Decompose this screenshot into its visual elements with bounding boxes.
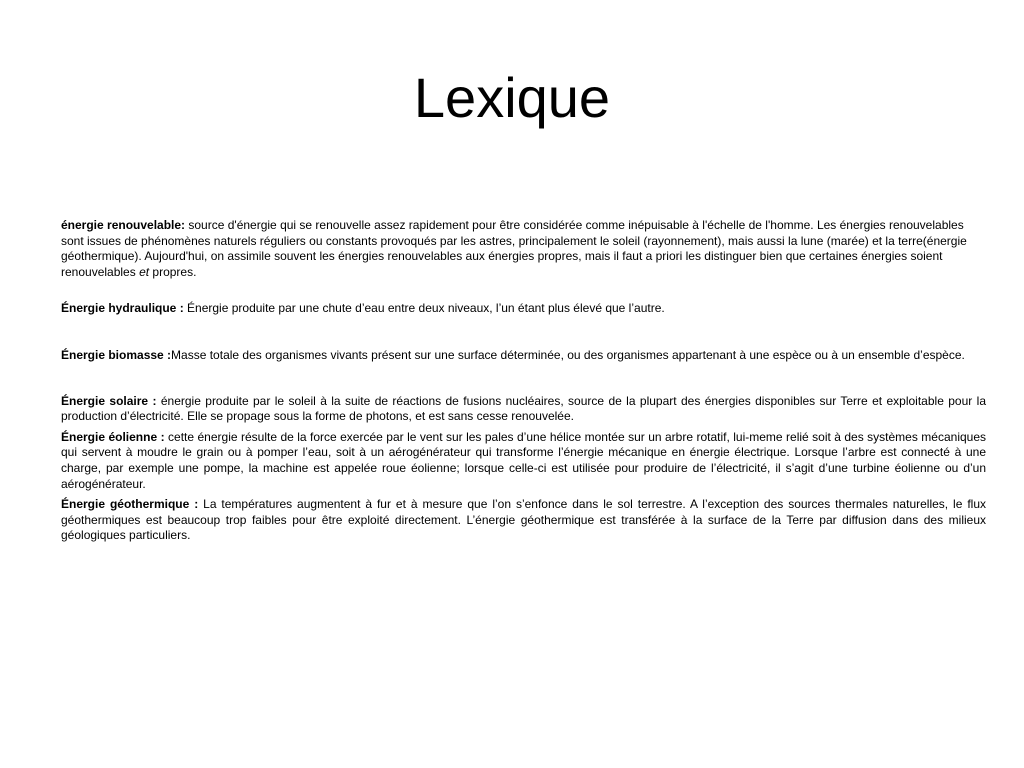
glossary-definition: source d'énergie qui se renouvelle assez rapidement pour être considérée comme inépuisable à l'échelle de l'homme. Les énergies renouvelables sont issues de phénomènes naturels réguliers ou constants provoqués par les astres, principalement le soleil (rayonnement), mais aussi la lune (marée) et la terre(énergie géothermique). Aujourd'hui, on assimile souvent les énergies renouvelables aux énergies propres, mais il faut a priori les distinguer bien que certaines énergies soient renouvelables: [61, 218, 967, 279]
glossary-entry-renouvelable: [61, 218, 986, 280]
glossary-term: Énergie hydraulique :: [61, 301, 184, 316]
glossary-definition: Masse totale des organismes vivants présent sur une surface déterminée, ou des organismes appartenant à une espèce ou à un ensemble d’espèce.: [171, 347, 965, 362]
glossary-term: Énergie solaire :: [61, 393, 157, 408]
glossary-definition-end: propres.: [149, 264, 197, 279]
glossary-definition: énergie produite par le soleil à la suite de réactions de fusions nucléaires, source de la plupart des énergies disponibles sur Terre et exploitable pour la production d’électricité. Elle se propage sous la forme de photons, et est sans cesse renouvelée.: [61, 393, 986, 424]
glossary-definition: La températures augmentent à fur et à mesure que l’on s’enfonce dans le sol terrestre. A l’exception des sources thermales naturelles, le flux géothermiques est beaucoup trop faibles pour être exploité directement. L’énergie géothermique est transférée à la surface de la Terre par diffusion dans des milieux géologiques particuliers.: [61, 497, 986, 543]
glossary-entry-biomasse: [61, 348, 986, 364]
glossary-definition: Énergie produite par une chute d’eau entre deux niveaux, l’un étant plus élevé que l’autre.: [183, 301, 665, 316]
glossary-emphasis: et: [139, 264, 150, 279]
glossary-entry-eolienne: [61, 430, 986, 492]
glossary-term: Énergie éolienne :: [61, 429, 165, 444]
glossary-term: Énergie géothermique :: [61, 497, 199, 512]
glossary-term: énergie renouvelable:: [61, 218, 186, 232]
glossary-entry-solaire: [61, 394, 986, 425]
glossary-term: Énergie biomasse :: [61, 347, 172, 362]
slide-title: Lexique: [413, 66, 611, 129]
glossary: [61, 218, 986, 544]
glossary-entry-geothermique: [61, 497, 986, 544]
glossary-entry-hydraulique: [61, 301, 986, 317]
glossary-definition: cette énergie résulte de la force exercée par le vent sur les pales d’une hélice montée sur un arbre rotatif, lui-meme relié soit à des systèmes mécaniques qui servent à moudre le grain ou à pomper l’eau, soit à un aérogénérateur qui transforme l’énergie mécanique en énergie électrique. Lorsque l’arbre est connecté à une charge, par exemple une pompe, la machine est appelée roue éolienne; lorsque celle-ci est utilisée pour produire de l’électricité, il s’agit d’une turbine éolienne ou d’un aérogénérateur.: [61, 429, 987, 491]
